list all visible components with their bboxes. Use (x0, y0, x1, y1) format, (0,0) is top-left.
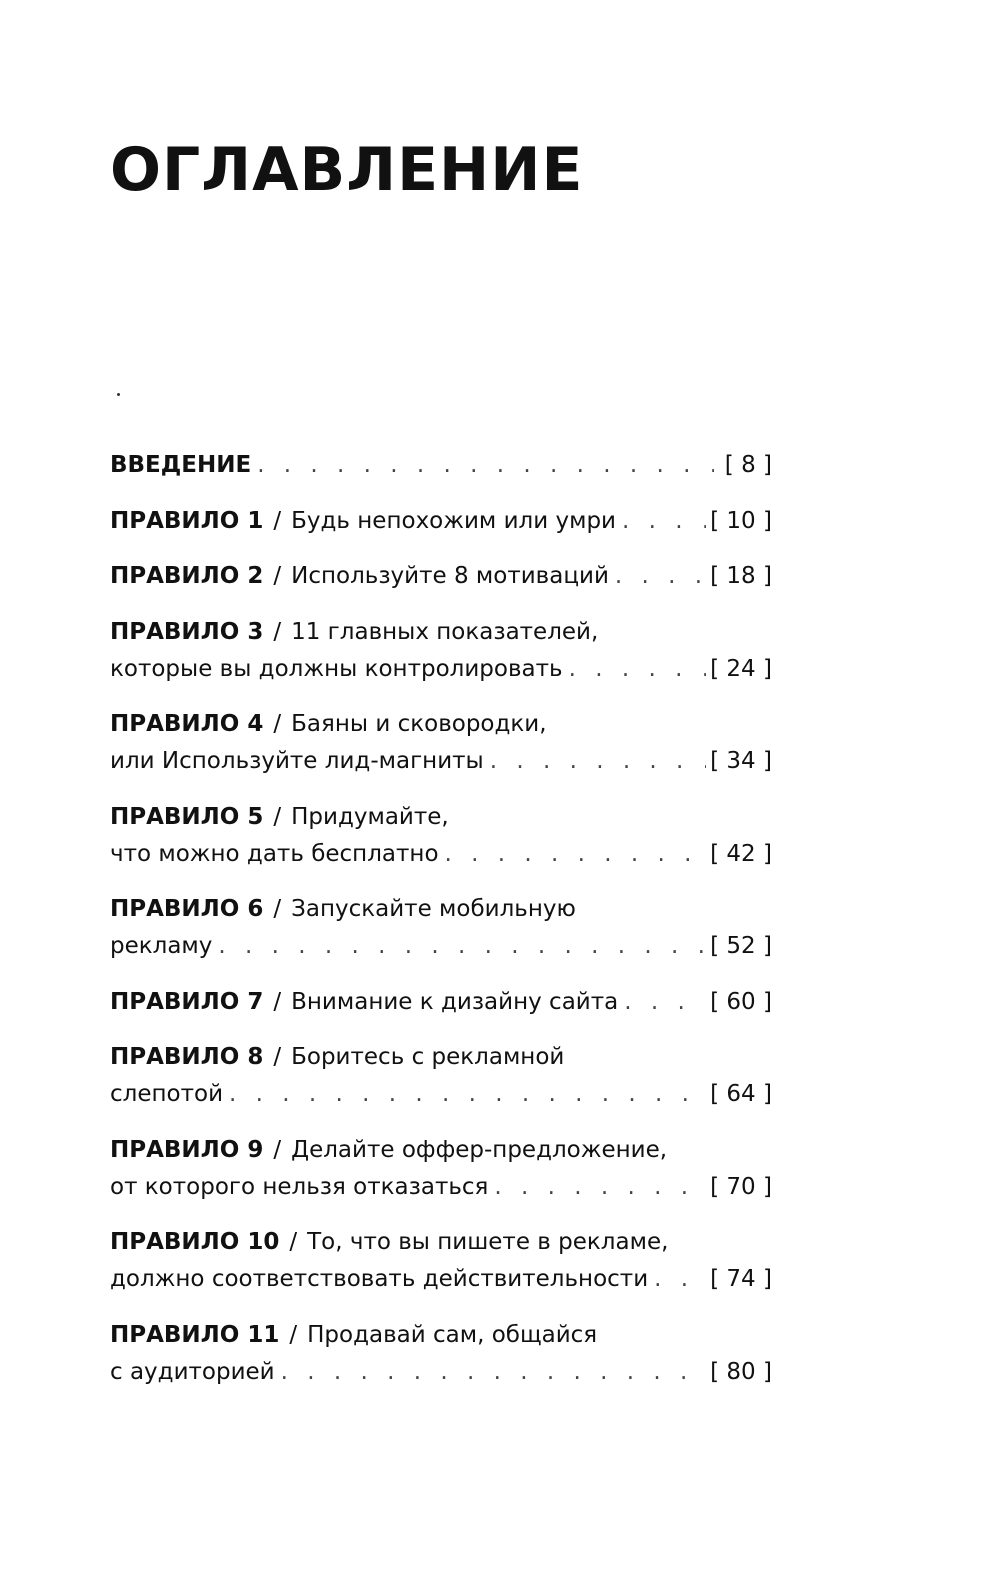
entry-title-continued: или Используйте лид-магниты (110, 748, 484, 774)
toc-entry-rule-6[interactable] (110, 891, 772, 965)
entry-label: ПРАВИЛО 10 (110, 1229, 280, 1255)
toc-entry-rule-2[interactable] (110, 558, 772, 595)
toc-entry-rule-4[interactable] (110, 706, 772, 780)
separator: / (273, 896, 282, 922)
entry-title: То, что вы пишете в рекламе, (307, 1229, 669, 1255)
dot-leader (569, 651, 707, 688)
dot-leader (218, 928, 706, 965)
entry-title-continued: которые вы должны контролировать (110, 655, 563, 682)
page-number: [ 8 ] (718, 447, 772, 484)
toc-entry-rule-3[interactable] (110, 614, 772, 688)
entry-title-continued: с аудиторией (110, 1358, 275, 1385)
dot-leader (257, 447, 714, 484)
dot-leader (490, 743, 706, 780)
entry-title-continued: слепотой (110, 1081, 224, 1107)
entry-label: ПРАВИЛО 4 (110, 711, 264, 737)
separator: / (273, 988, 282, 1015)
entry-label: ПРАВИЛО 11 (110, 1321, 280, 1348)
page-number: [ 52 ] (710, 928, 772, 965)
page-number: [ 70 ] (710, 1169, 772, 1206)
toc-entry-rule-11[interactable] (110, 1317, 772, 1391)
dot-leader (494, 1169, 706, 1206)
page-number: [ 64 ] (710, 1076, 772, 1113)
page-number: [ 42 ] (710, 836, 772, 873)
entry-title: 11 главных показателей, (291, 618, 599, 645)
toc-entry-rule-1[interactable] (110, 503, 772, 540)
dot-leader (615, 558, 706, 595)
page-number: [ 10 ] (710, 503, 772, 540)
entry-title: Будь непохожим или умри (291, 507, 616, 534)
page-number: [ 18 ] (710, 558, 772, 595)
entry-label: ПРАВИЛО 7 (110, 988, 264, 1015)
page-title: ОГЛАВЛЕНИЕ (110, 135, 584, 205)
dot-leader (229, 1076, 706, 1113)
separator: / (273, 563, 282, 589)
entry-title: Придумайте, (291, 803, 449, 830)
entry-label: ПРАВИЛО 1 (110, 507, 264, 534)
separator: / (289, 1229, 298, 1255)
entry-label: ПРАВИЛО 3 (110, 618, 264, 645)
entry-title: Используйте 8 мотиваций (291, 563, 609, 589)
entry-title: Боритесь с рекламной (291, 1044, 565, 1070)
toc-entry-rule-7[interactable] (110, 984, 772, 1021)
stray-dot (117, 393, 120, 396)
entry-title: Баяны и сковородки, (291, 711, 547, 737)
entry-title: Внимание к дизайну сайта (291, 988, 619, 1015)
table-of-contents (110, 447, 772, 1409)
entry-title: Делайте оффер-предложение, (291, 1136, 668, 1163)
entry-title: Запускайте мобильную (291, 896, 576, 922)
entry-title-continued: от которого нельзя отказаться (110, 1173, 489, 1200)
page-number: [ 74 ] (710, 1261, 772, 1298)
separator: / (273, 803, 282, 830)
entry-title-continued: должно соответствовать действительности (110, 1266, 649, 1292)
page-number: [ 24 ] (710, 651, 772, 688)
separator: / (273, 1044, 282, 1070)
entry-label: ПРАВИЛО 9 (110, 1136, 264, 1163)
separator: / (273, 507, 282, 534)
page-number: [ 80 ] (710, 1354, 772, 1391)
toc-entry-introduction[interactable] (110, 447, 772, 484)
toc-entry-rule-10[interactable] (110, 1224, 772, 1298)
entry-label: ПРАВИЛО 5 (110, 803, 264, 830)
entry-title-continued: что можно дать бесплатно (110, 840, 439, 867)
entry-label: ПРАВИЛО 2 (110, 563, 264, 589)
dot-leader (281, 1354, 706, 1391)
dot-leader (622, 503, 706, 540)
page-number: [ 60 ] (710, 984, 772, 1021)
separator: / (273, 711, 282, 737)
separator: / (289, 1321, 298, 1348)
dot-leader (445, 836, 707, 873)
entry-label: ПРАВИЛО 6 (110, 896, 264, 922)
page-number: [ 34 ] (710, 743, 772, 780)
entry-label: ВВЕДЕНИЕ (110, 452, 252, 478)
entry-title-continued: рекламу (110, 933, 213, 959)
entry-label: ПРАВИЛО 8 (110, 1044, 264, 1070)
entry-title: Продавай сам, общайся (307, 1321, 598, 1348)
toc-entry-rule-8[interactable] (110, 1039, 772, 1113)
toc-entry-rule-5[interactable] (110, 799, 772, 873)
separator: / (273, 618, 282, 645)
dot-leader (654, 1261, 706, 1298)
dot-leader (624, 984, 706, 1021)
toc-entry-rule-9[interactable] (110, 1132, 772, 1206)
separator: / (273, 1136, 282, 1163)
